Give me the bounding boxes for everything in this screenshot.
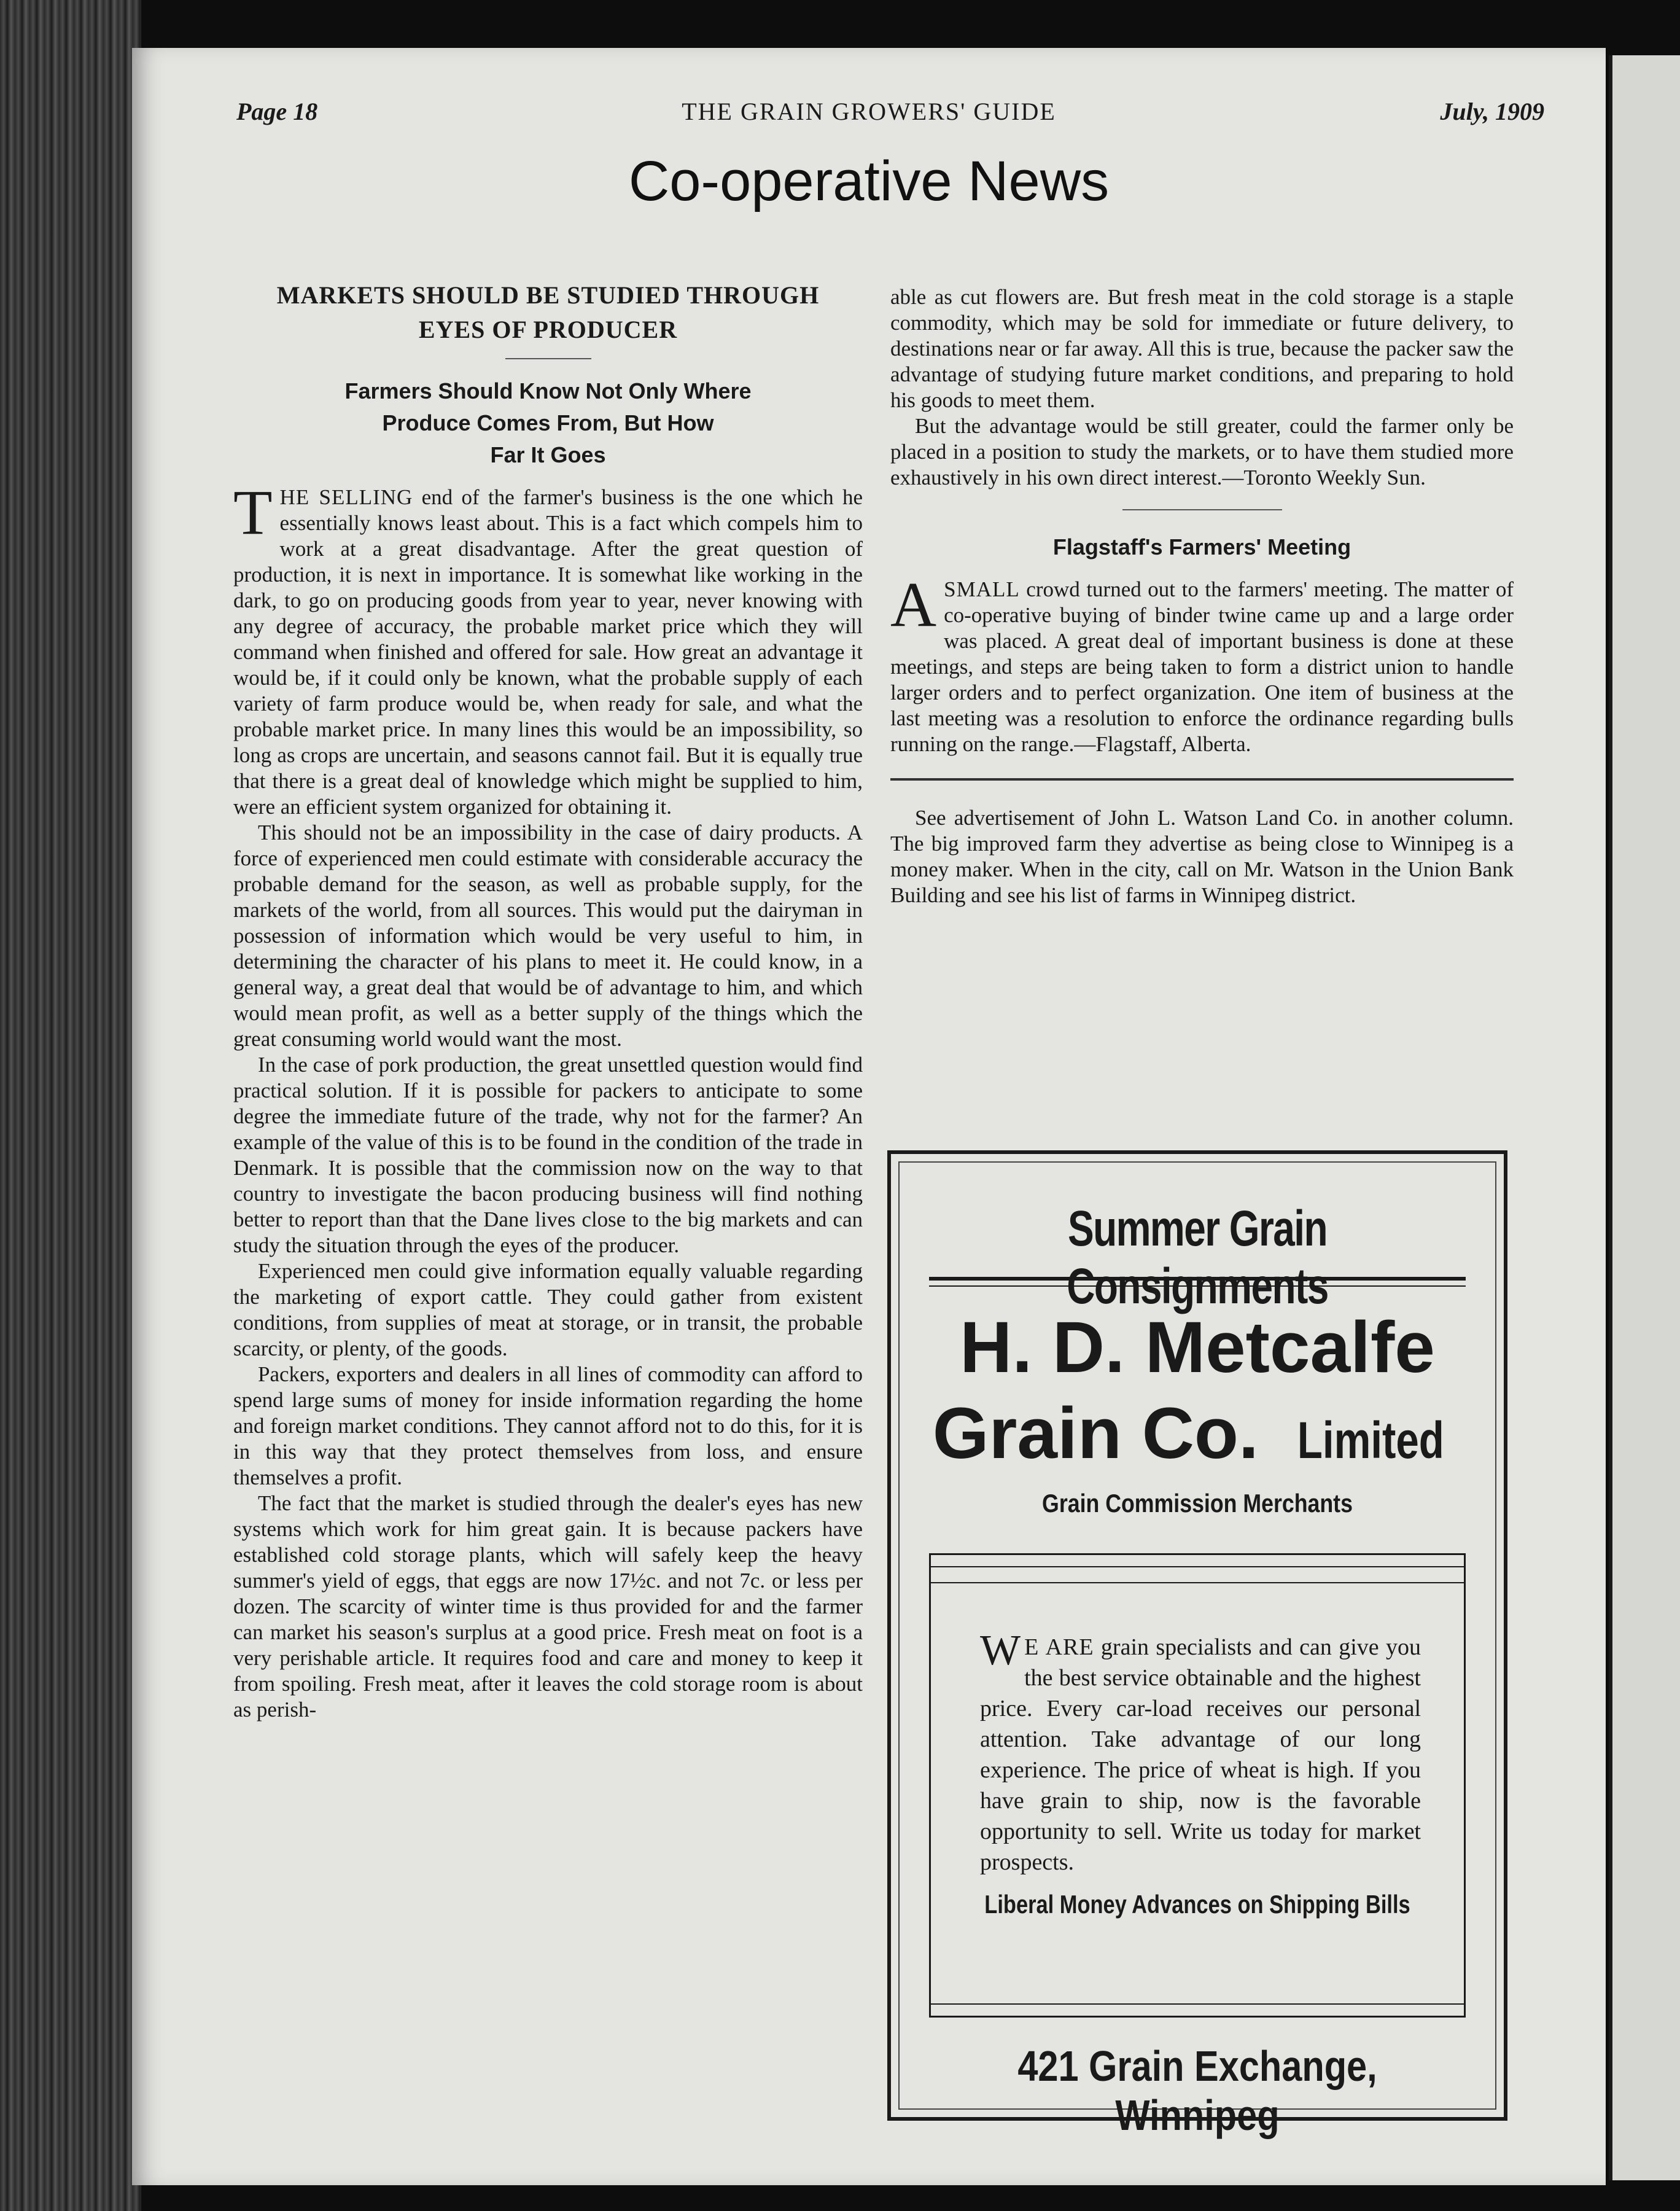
box-rule-top-2: [931, 1582, 1464, 1583]
article-paragraph-3: In the case of pork production, the great unsettled question would find practical solution. If it is possible for packers to anticipate to some degree the immediate future of the trade, why not for the farmer? An example of the value of this is to be found in the condition of the trade in Denmark. It is possible that the commission now on the way to that country to investigate the bacon producing business will find nothing better to report than that the Dane lives close to the big markets and can study the situation through the eyes of the producer.: [233, 1053, 863, 1257]
drop-cap: A: [890, 569, 937, 640]
ad-rule-thin: [929, 1285, 1466, 1287]
ad-advances-line: Liberal Money Advances on Shipping Bills: [984, 1890, 1410, 1919]
company-suffix: Limited: [1297, 1411, 1444, 1469]
watson-notice: See advertisement of John L. Watson Land Co. in another column. The big improved farm they advertise as being close to Winnipeg is a money maker. When in the city, call on Mr. Watson in the Union Bank Building and see his list of farms in Winnipeg district.: [890, 806, 1514, 907]
book-binding: [0, 0, 141, 2211]
running-head: [132, 97, 1606, 134]
lead-words: E ARE: [1024, 1634, 1094, 1660]
article-paragraph-7: able as cut flowers are. But fresh meat in the cold storage is a staple commodity, which may be sold for immediate or future delivery, to destinations near or far away. All this is true, because the packer saw the advantage of studying future market conditions, and preparing to hold his goods to meet them.: [890, 285, 1514, 412]
flagstaff-paragraph: [890, 569, 1514, 757]
paragraph-text: crowd turned out to the farmers' meeting. The matter of co-operative buying of binder twine came up and a large order was placed. A great deal of important business is done at these meetings, and steps are being taken to form a district union to handle larger orders and to perfect organization. One item of business at the last meeting was a resolution to enforce the ordinance regarding bulls running on the range.—Flagstaff, Alberta.: [890, 577, 1514, 756]
ad-rule: [929, 1277, 1466, 1281]
subhead-line-2: Produce Comes From, But How: [382, 410, 714, 435]
section-title: Co-operative News: [628, 150, 1110, 213]
article-paragraph-8: But the advantage would be still greater, could the farmer only be placed in a position to study the markets, or to have them studied more exhaustively in his own direct interest.—Toronto Weekly Sun.: [890, 414, 1514, 489]
right-column: [890, 284, 1514, 908]
headline-rule: [505, 358, 591, 359]
ad-tagline: Summer Grain Consignments: [1067, 1201, 1328, 1314]
drop-cap: T: [233, 477, 273, 548]
masthead: THE GRAIN GROWERS' GUIDE: [682, 98, 1056, 125]
box-rule-top: [931, 1566, 1464, 1567]
article-subhead: [309, 375, 788, 471]
article-headline: [233, 278, 863, 347]
headline-line-1: MARKETS SHOULD BE STUDIED THROUGH: [276, 281, 820, 309]
article-paragraph-2: This should not be an impossibility in the case of dairy products. A force of experienced men could estimate with considerable accuracy the probable demand for the season, as well as probable supply, for the markets of the world, from all sources. This would put the dairyman in possession of information which would be very useful to him, in determining the character of his plans to meet it. He could know, in a general way, a great deal that would be of advantage to him, and which would mean profit, as well as a better supply of the things which the great consuming world would want the most.: [233, 821, 863, 1051]
flagstaff-subhead: Flagstaff's Farmers' Meeting: [1052, 534, 1351, 560]
company-line-1: H. D. Metcalfe: [960, 1307, 1435, 1388]
drop-cap: W: [980, 1627, 1021, 1674]
article-paragraph-5: Packers, exporters and dealers in all lines of commodity can afford to spend large sums of money for inside information regarding the home and foreign market conditions. They cannot afford not to do this, for it is in this way that they protect themselves from loss, and ensure themselves a profit.: [233, 1362, 863, 1489]
newspaper-page: [132, 48, 1606, 2185]
page-number: Page 18: [236, 98, 318, 125]
left-column: [233, 278, 863, 1723]
paragraph-text: end of the farmer's business is the one which he essentially knows least about. This is a fact which compels him to work at a great disadvantage. After the great question of production, it is next in importance. It is somewhat like working in the dark, to go on producing goods from year to year, never knowing with any degree of accuracy, the probable market price which they will command when finished and offered for sale. How great an advantage it would be, if it could only be known, what the probable supply of each variety of farm produce would be, when ready for sale, and what the probable market price. In many lines this would be an impossibility, so long as crops are uncertain, and seasons cannot fail. But it is equally true that there is a great deal of knowledge which might be supplied to him, were an efficient system organized for obtaining it.: [233, 485, 863, 819]
subhead-line-3: Far It Goes: [490, 442, 606, 467]
lead-words: SMALL: [944, 577, 1020, 601]
issue-date: July, 1909: [1440, 98, 1544, 125]
ad-company-name: [891, 1304, 1504, 1483]
box-rule-bottom: [931, 2003, 1464, 2005]
article-divider: [1122, 509, 1282, 510]
ad-body-text: [980, 1627, 1421, 1878]
ad-body-box: [929, 1553, 1466, 2018]
company-line-2: [891, 1390, 1504, 1483]
article-paragraph-4: Experienced men could give information equally valuable regarding the marketing of export cattle. They could gather from existent conditions, from supplies of meat at storage, or in transit, the probable scarcity, or plenty, of the goods.: [233, 1259, 863, 1360]
company-name-part: Grain Co.: [932, 1393, 1259, 1474]
headline-line-2: EYES OF PRODUCER: [418, 316, 678, 343]
section-divider: [890, 778, 1514, 781]
paragraph-text: grain specialists and can give you the best service obtainable and the highest price. Every car-load receives our personal attention. Take advantage of our long experience. The price of wheat is high. If you have grain to ship, now is the favorable opportunity to sell. Write us today for market prospects.: [980, 1634, 1421, 1875]
facing-page-edge: [1609, 55, 1680, 2180]
ad-subtitle: Grain Commission Merchants: [1042, 1489, 1353, 1518]
ad-address: 421 Grain Exchange, Winnipeg: [1017, 2042, 1377, 2139]
article-paragraph-6: The fact that the market is studied through the dealer's eyes has new systems which work for him great gain. It is because packers have established cold storage plants, which will safely keep the heavy summer's yield of eggs, that eggs are now 17½c. and not 7c. or less per dozen. The scarcity of winter time is thus provided for and the farmer can market his season's surplus at a good price. Fresh meat on foot is a very perishable article. It requires food and care and money to keep it from spoiling. Fresh meat, after it leaves the cold storage room is about as perish-: [233, 1491, 863, 1722]
subhead-line-1: Farmers Should Know Not Only Where: [344, 378, 752, 404]
lead-words: HE SELLING: [279, 485, 413, 509]
metcalfe-advertisement: [887, 1150, 1507, 2139]
article-paragraph-1: [233, 477, 863, 820]
